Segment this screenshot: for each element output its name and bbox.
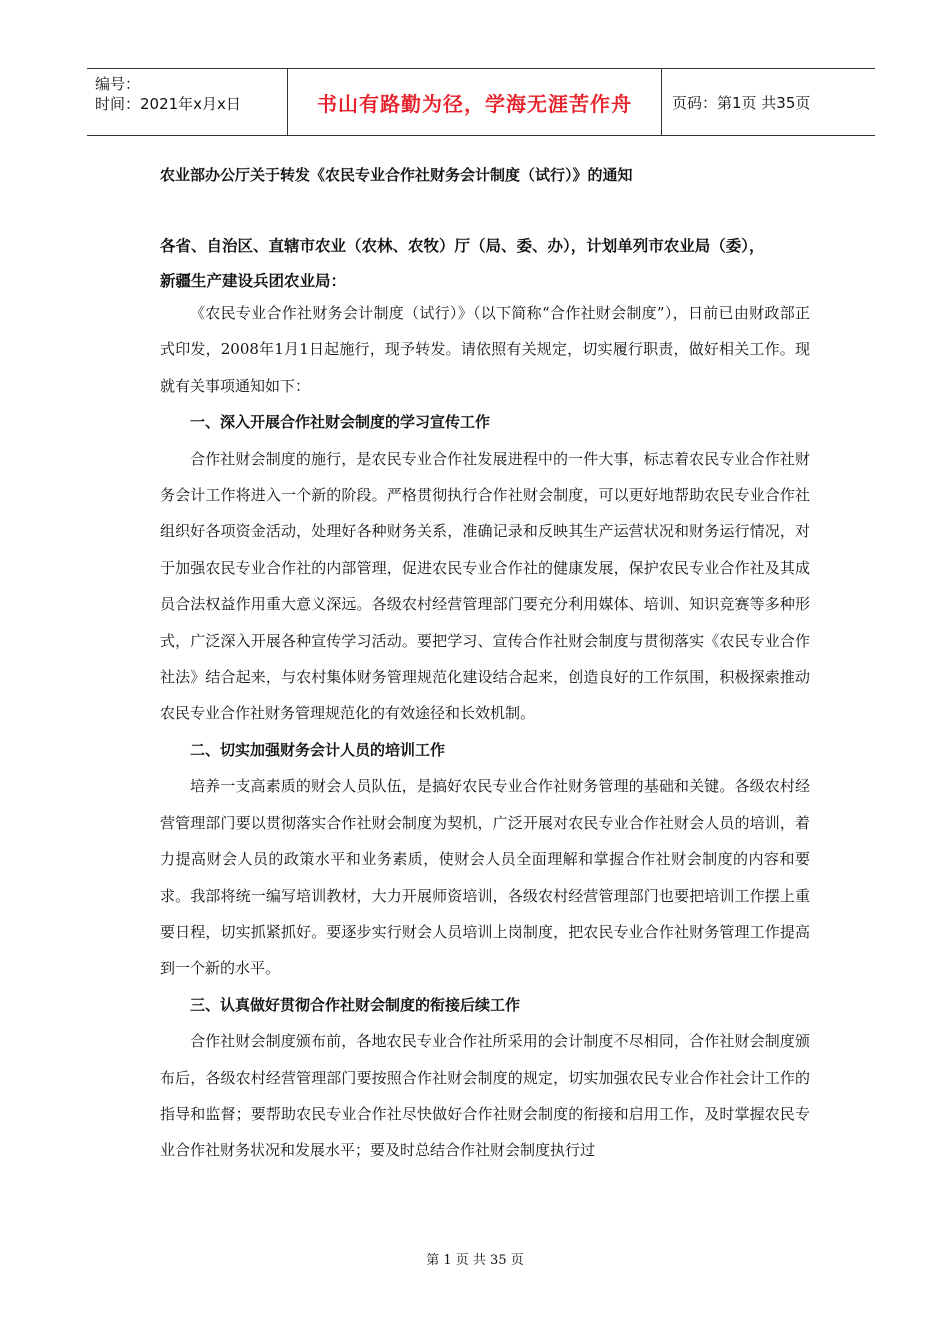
document-title: 农业部办公厅关于转发《农民专业合作社财务会计制度（试行）》的通知 xyxy=(160,166,633,184)
section-body-1: 合作社财会制度的施行，是农民专业合作社发展进程中的一件大事，标志着农民专业合作社财务会计工作将进入一个新的阶段。严格贯彻执行合作社财会制度，可以更好地帮助农民专业合作社组织好各项资金活动，处理好各种财务关系，准确记录和反映其生产运营状况和财务运行情况，对于加强农民专业合作社的内部管理，促进农民专业合作社的健康发展，保护农民专业合作社及其成员合法权益作用重大意义深远。各级农村经营管理部门要充分利用媒体、培训、知识竞赛等多种形式，广泛深入开展各种宣传学习活动。要把学习、宣传合作社财会制度与贯彻落实《农民专业合作社法》结合起来，与农村集体财务管理规范化建设结合起来，创造良好的工作氛围，积极探索推动农民专业合作社财务管理规范化的有效途径和长效机制。 xyxy=(160,449,810,723)
page-footer: 第 1 页 共 35 页 xyxy=(426,1253,524,1268)
section-heading-2: 二、切实加强财务会计人员的培训工作 xyxy=(190,740,446,759)
addressee-line: 各省、自治区、直辖市农业（农林、农牧）厅（局、委、办），计划单列市农业局（委）， xyxy=(160,237,765,255)
section-heading-1: 一、深入开展合作社财会制度的学习宣传工作 xyxy=(190,413,491,432)
page-header xyxy=(87,68,875,136)
addressee-block xyxy=(160,229,820,299)
doc-time-label: 时间：2021年x月x日 xyxy=(95,95,241,113)
section-heading-3: 三、认真做好贯彻合作社财会制度的衔接后续工作 xyxy=(190,995,521,1014)
addressee-line: 新疆生产建设兵团农业局： xyxy=(160,272,347,290)
intro-paragraph: 《农民专业合作社财务会计制度（试行）》（以下简称“合作社财会制度”），日前已由财政部正式印发，2008年1月1日起施行，现予转发。请依照有关规定，切实履行职责，做好相关工作。现就有关事项通知如下： xyxy=(160,304,810,395)
document-body xyxy=(160,295,810,1169)
section-body-2: 培养一支高素质的财会人员队伍，是搞好农民专业合作社财务管理的基础和关键。各级农村经营管理部门要以贯彻落实合作社财会制度为契机，广泛开展对农民专业合作社财会人员的培训，着力提高财会人员的政策水平和业务素质，使财会人员全面理解和掌握合作社财会制度的内容和要求。我部将统一编写培训教材，大力开展师资培训，各级农村经营管理部门也要把培训工作摆上重要日程，切实抓紧抓好。要逐步实行财会人员培训上岗制度，把农民专业合作社财务管理工作提高到一个新的水平。 xyxy=(160,777,810,978)
header-motto: 书山有路勤为径，学海无涯苦作舟 xyxy=(288,69,662,135)
header-page-info: 页码：第1页 共35页 xyxy=(672,93,811,112)
header-meta-cell xyxy=(87,69,288,135)
section-body-3: 合作社财会制度颁布前，各地农民专业合作社所采用的会计制度不尽相同，合作社财会制度颁布后，各级农村经营管理部门要按照合作社财会制度的规定，切实加强农民专业合作社会计工作的指导和监督；要帮助农民专业合作社尽快做好合作社财会制度的衔接和启用工作，及时掌握农民专业合作社财务状况和发展水平；要及时总结合作社财会制度执行过 xyxy=(160,1032,810,1160)
doc-number-label: 编号： xyxy=(95,75,141,93)
